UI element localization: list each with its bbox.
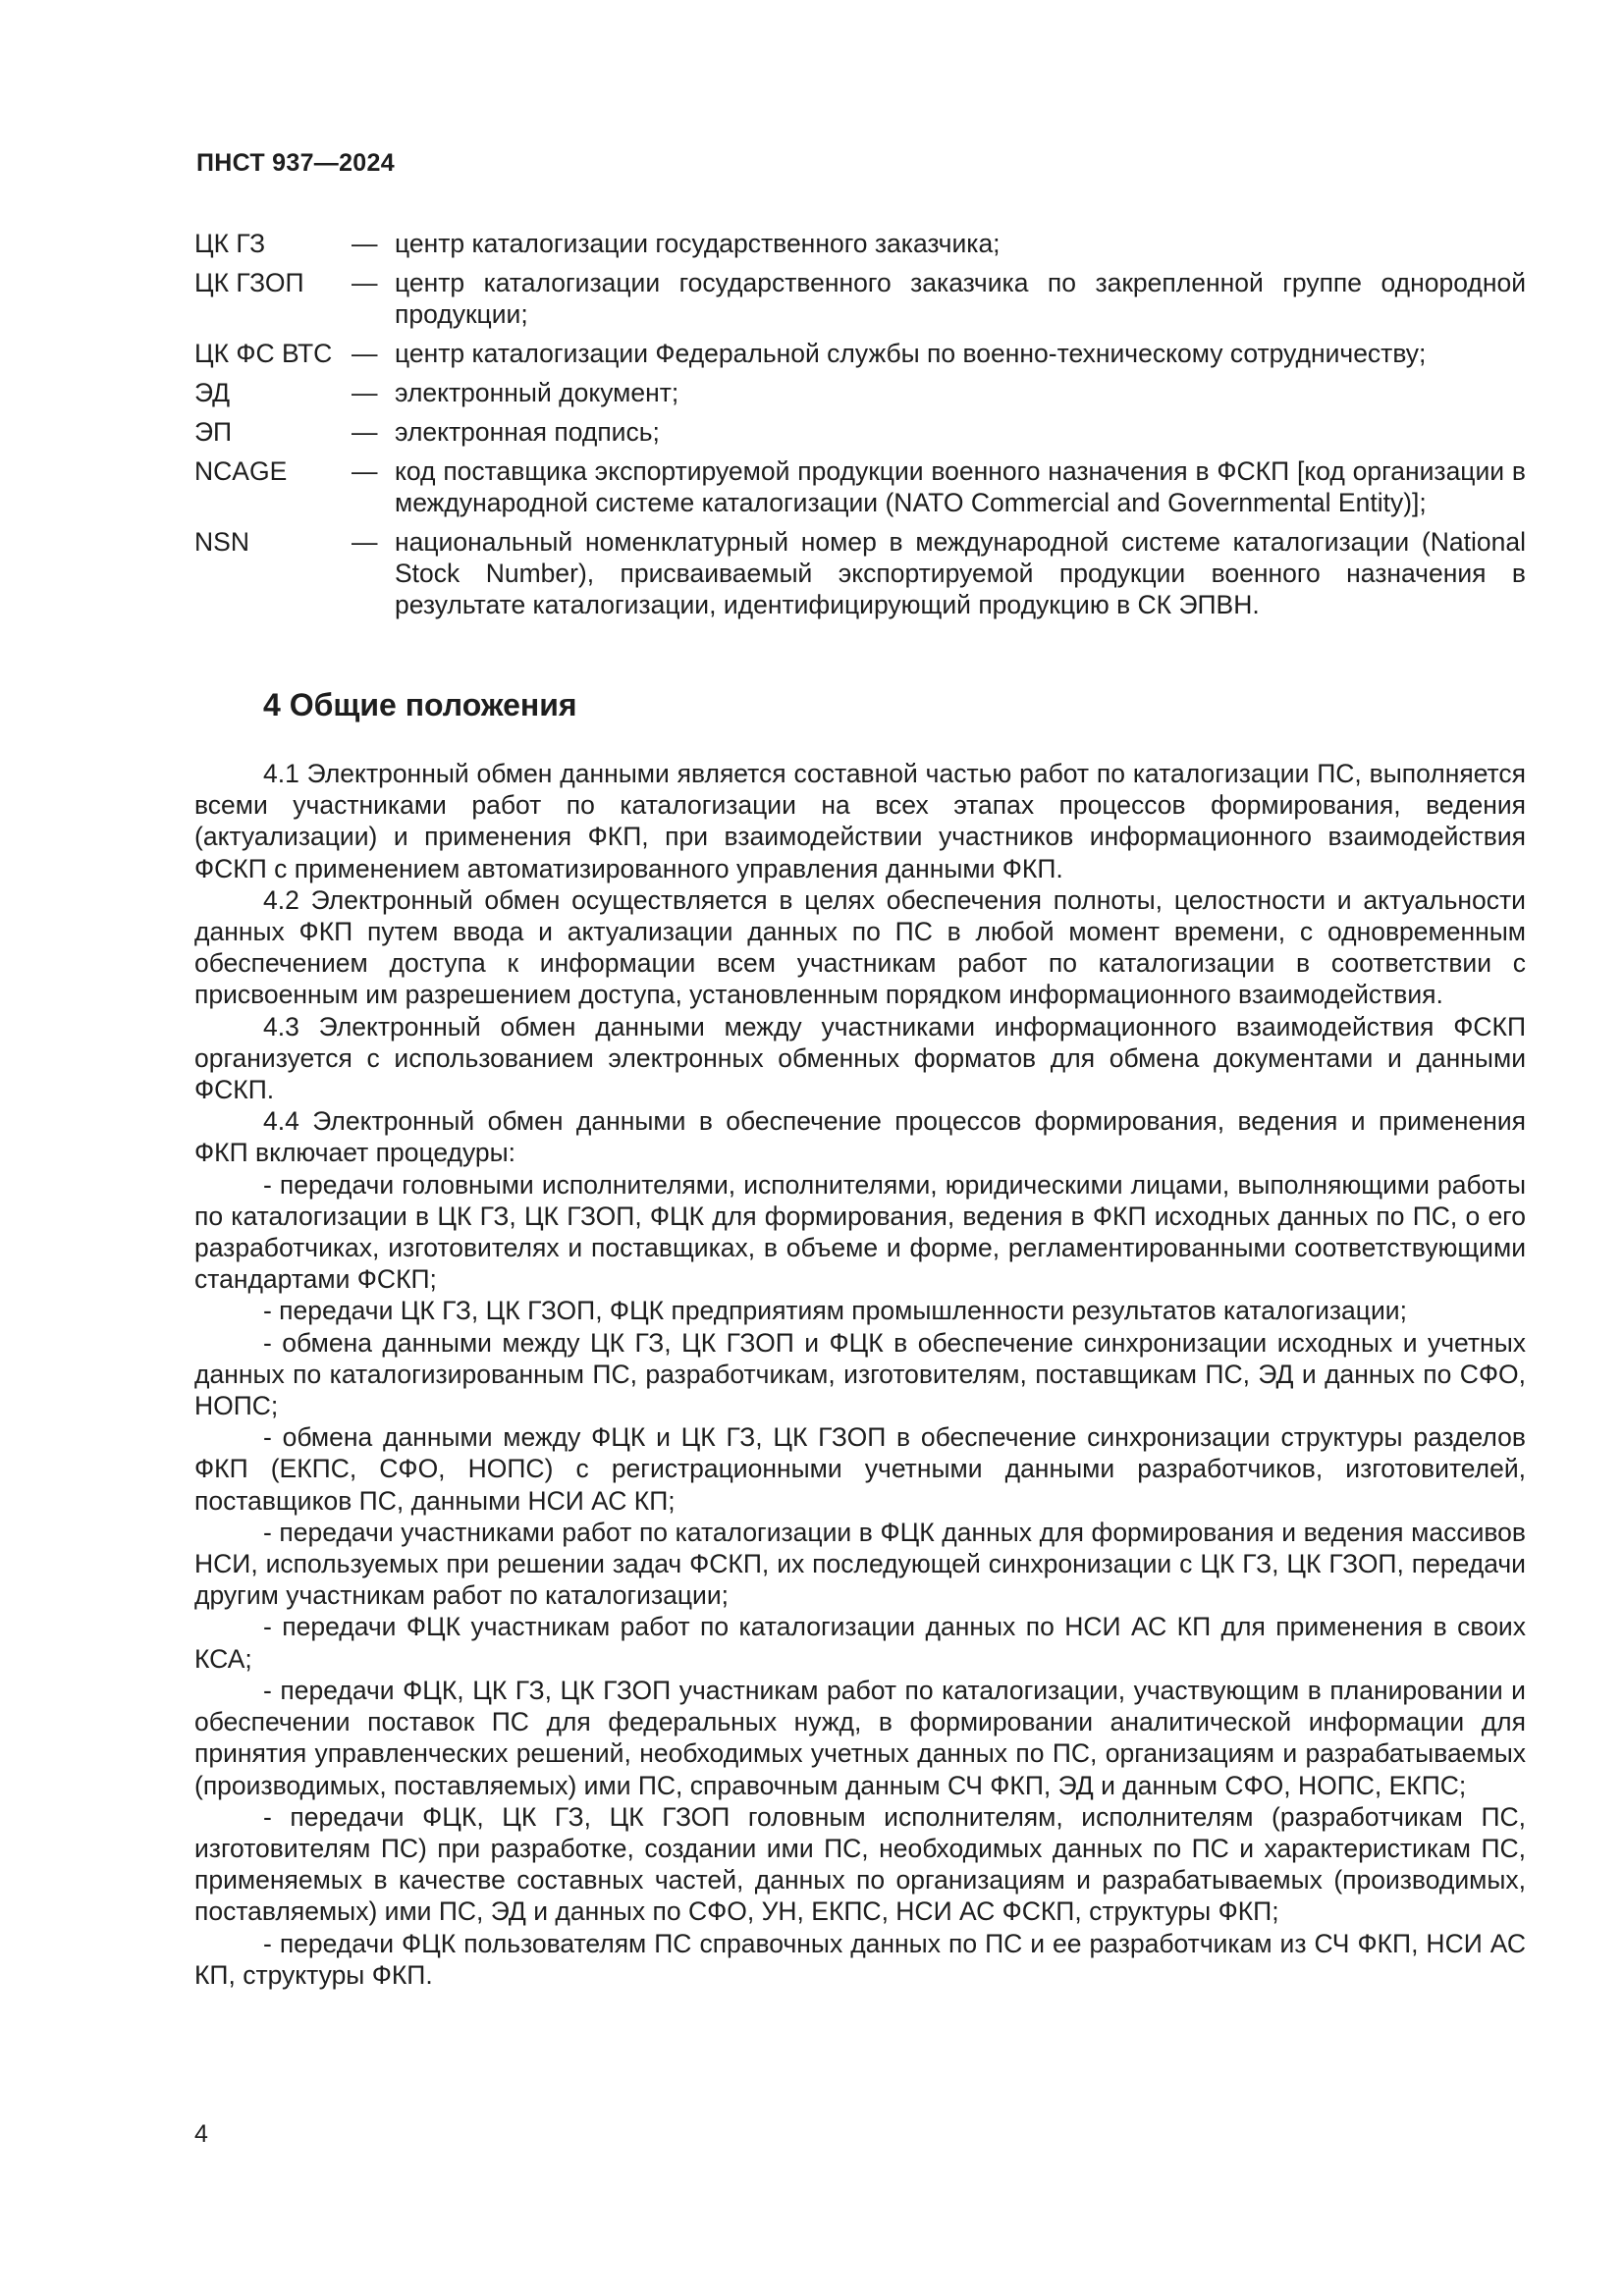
abbreviation-row — [194, 228, 1526, 259]
paragraph: 4.3 Электронный обмен данными между участниками информационного взаимодействия ФСКП организуется с использованием электронных обменных форматов для обмена документами и данными ФСКП. — [194, 1011, 1526, 1105]
abbreviation-row — [194, 526, 1526, 620]
abbreviation-row — [194, 416, 1526, 448]
paragraph: 4.1 Электронный обмен данными является составной частью работ по каталогизации ПС, выполняется всеми участниками работ по каталогизации на всех этапах процессов формирования, ведения (актуализации) и применения ФКП, при взаимодействии участников информационного взаимодействия ФСКП с применением автоматизированного управления данными ФКП. — [194, 759, 1526, 883]
abbreviation-dash: — — [352, 378, 378, 407]
list-item: - передачи ФЦК, ЦК ГЗ, ЦК ГЗОП участникам работ по каталогизации, участвующим в планировании и обеспечении поставок ПС для федеральных нужд, в формировании аналитической информации для принятия управленческих решений, необходимых учетных данных по ПС, организациям и разрабатываемых (производимых, поставляемых) ими ПС, справочным данным СЧ ФКП, ЭД и данным СФО, НОПС, ЕКПС; — [194, 1675, 1526, 1800]
abbreviation-term: ЦК ГЗОП — [194, 268, 304, 297]
abbreviation-list — [194, 228, 1526, 628]
abbreviation-definition: код поставщика экспортируемой продукции военного назначения в ФСКП [код организации в международной системе каталогизации (NATO Commercial and Governmental Entity)]; — [395, 456, 1526, 517]
abbreviation-definition: центр каталогизации Федеральной службы по военно-техническому сотрудничеству; — [395, 339, 1427, 368]
abbreviation-term: ЦК ГЗ — [194, 229, 266, 258]
abbreviation-row — [194, 377, 1526, 408]
list-item: - обмена данными между ФЦК и ЦК ГЗ, ЦК ГЗОП в обеспечение синхронизации структуры разделов ФКП (ЕКПС, СФО, НОПС) с регистрационными учетными данными разработчиков, изготовителей, поставщиков ПС, данными НСИ АС КП; — [194, 1422, 1526, 1516]
abbreviation-definition: центр каталогизации государственного заказчика; — [395, 229, 1001, 258]
abbreviation-dash: — — [352, 339, 378, 368]
abbreviation-term: ЦК ФС ВТС — [194, 339, 333, 368]
abbreviation-term: ЭД — [194, 378, 231, 407]
abbreviation-definition: электронный документ; — [395, 378, 679, 407]
section-heading: 4 Общие положения — [263, 687, 577, 722]
list-item: - передачи ФЦК, ЦК ГЗ, ЦК ГЗОП головным исполнителям, исполнителям (разработчикам ПС, изготовителям ПС) при разработке, создании ими ПС, необходимых данных по ПС и характеристикам ПС, применяемых в качестве составных частей, данных по организациям и разрабатываемых (производимых, поставляемых) ими ПС, ЭД и данных по СФО, УН, ЕКПС, НСИ АС ФСКП, структуры ФКП; — [194, 1801, 1526, 1927]
abbreviation-definition: центр каталогизации государственного заказчика по закрепленной группе однородной продукции; — [395, 268, 1526, 329]
section-body — [194, 758, 1526, 1991]
abbreviation-row — [194, 267, 1526, 330]
abbreviation-definition: национальный номенклатурный номер в международной системе каталогизации (National Stock Number), присваиваемый экспортируемой продукции военного назначения в результате каталогизации, идентифицирующий продукцию в СК ЭПВН. — [395, 527, 1526, 619]
list-item: - передачи ФЦК пользователям ПС справочных данных по ПС и ее разработчикам из СЧ ФКП, НСИ АС КП, структуры ФКП. — [194, 1928, 1526, 1990]
abbreviation-term: NSN — [194, 527, 249, 557]
abbreviation-term: ЭП — [194, 417, 233, 447]
list-item: - передачи участниками работ по каталогизации в ФЦК данных для формирования и ведения массивов НСИ, используемых при решении задач ФСКП, их последующей синхронизации с ЦК ГЗ, ЦК ГЗОП, передачи другим участникам работ по каталогизации; — [194, 1517, 1526, 1611]
abbreviation-definition: электронная подпись; — [395, 417, 660, 447]
abbreviation-dash: — — [352, 268, 378, 297]
list-item: - передачи ФЦК участникам работ по каталогизации данных по НСИ АС КП для применения в своих КСА; — [194, 1612, 1526, 1674]
list-item: - передачи головными исполнителями, исполнителями, юридическими лицами, выполняющими работы по каталогизации в ЦК ГЗ, ЦК ГЗОП, ФЦК для формирования, ведения в ФКП исходных данных по ПС, о его разработчиках, изготовителях и поставщиках, в объеме и форме, регламентированными соответствующими стандартами ФСКП; — [194, 1169, 1526, 1295]
abbreviation-dash: — — [352, 229, 378, 258]
abbreviation-row — [194, 455, 1526, 518]
paragraph: 4.4 Электронный обмен данными в обеспечение процессов формирования, ведения и применения ФКП включает процедуры: — [194, 1106, 1526, 1168]
abbreviation-term: NCAGE — [194, 456, 288, 486]
list-item: - обмена данными между ЦК ГЗ, ЦК ГЗОП и ФЦК в обеспечение синхронизации исходных и учетных данных по каталогизированным ПС, разработчикам, изготовителям, поставщикам ПС, ЭД и данных по СФО, НОПС; — [194, 1327, 1526, 1421]
paragraph: 4.2 Электронный обмен осуществляется в целях обеспечения полноты, целостности и актуальности данных ФКП путем ввода и актуализации данных по ПС в любой момент времени, с одновременным обеспечением доступа к информации всем участникам работ по каталогизации в соответствии с присвоенным им разрешением доступа, установленным порядком информационного взаимодействия. — [194, 884, 1526, 1010]
abbreviation-dash: — — [352, 456, 378, 486]
abbreviation-dash: — — [352, 417, 378, 447]
abbreviation-dash: — — [352, 527, 378, 557]
list-item: - передачи ЦК ГЗ, ЦК ГЗОП, ФЦК предприятиям промышленности результатов каталогизации; — [263, 1296, 1407, 1326]
abbreviation-row — [194, 338, 1526, 369]
page-number: 4 — [194, 2120, 208, 2148]
standard-code: ПНСТ 937—2024 — [196, 149, 395, 177]
